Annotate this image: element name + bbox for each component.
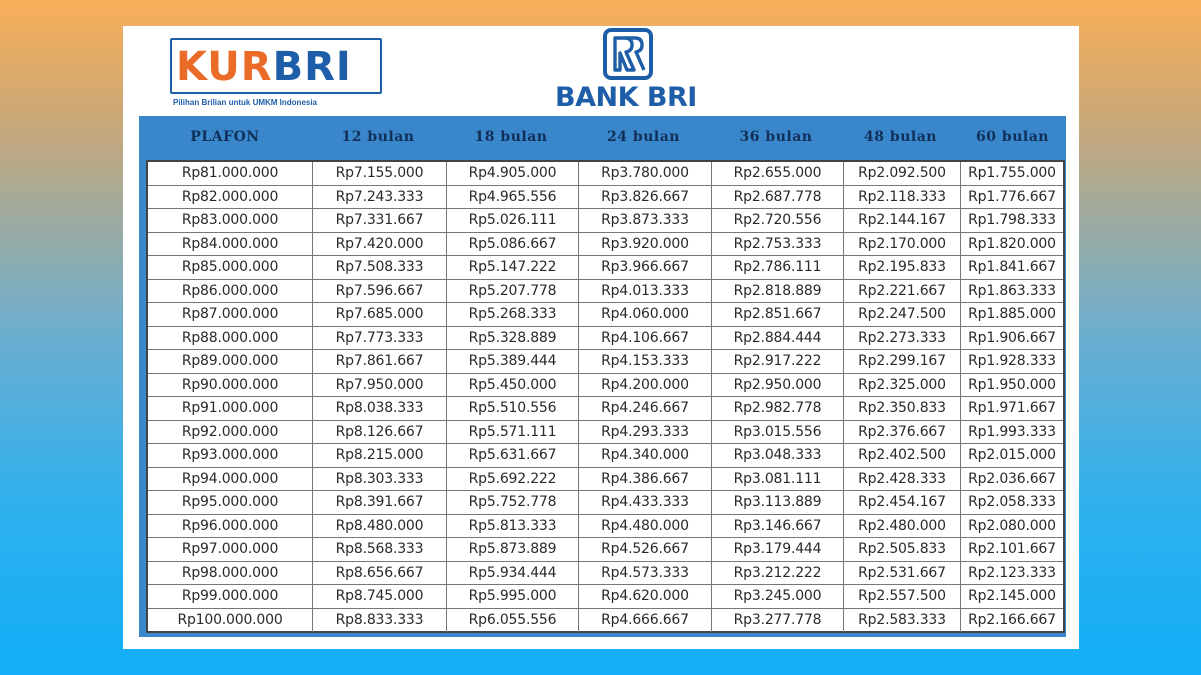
installment-cell: Rp2.166.667	[968, 612, 1056, 629]
installment-cell: Rp8.833.333	[313, 609, 447, 633]
table-row	[148, 162, 1063, 186]
installment-cell: Rp2.092.500	[844, 162, 961, 185]
plafon-cell: Rp92.000.000	[148, 421, 313, 444]
kur-logo-wordmark	[176, 46, 352, 88]
installment-cell: Rp2.036.667	[968, 470, 1056, 487]
installment-cell: Rp5.026.111	[447, 209, 579, 232]
installment-cell: Rp5.692.222	[447, 468, 579, 491]
table-row	[148, 538, 1063, 562]
kur-logo-bri: BRI	[272, 44, 352, 90]
installment-cell: Rp2.480.000	[844, 515, 961, 538]
plafon-cell: Rp96.000.000	[148, 515, 313, 538]
installment-cell: Rp2.428.333	[844, 468, 961, 491]
plafon-cell: Rp98.000.000	[148, 562, 313, 585]
table-row	[148, 280, 1063, 304]
installment-cell: Rp7.773.333	[313, 327, 447, 350]
plafon-cell: Rp97.000.000	[148, 538, 313, 561]
installment-cell: Rp4.526.667	[579, 538, 712, 561]
table-row	[148, 468, 1063, 492]
plafon-cell: Rp91.000.000	[148, 397, 313, 420]
installment-cell: Rp4.480.000	[579, 515, 712, 538]
installment-cell: Rp5.328.889	[447, 327, 579, 350]
installment-cell: Rp3.048.333	[712, 444, 844, 467]
installment-cell: Rp3.245.000	[712, 585, 844, 608]
table-row	[148, 303, 1063, 327]
installment-cell: Rp2.299.167	[844, 350, 961, 373]
plafon-cell: Rp100.000.000	[148, 609, 313, 633]
plafon-cell: Rp85.000.000	[148, 256, 313, 279]
header-24-bulan: 24 bulan	[607, 129, 680, 145]
installment-cell: Rp3.146.667	[712, 515, 844, 538]
installment-cell: Rp8.215.000	[313, 444, 447, 467]
plafon-cell: Rp86.000.000	[148, 280, 313, 303]
table-row	[148, 374, 1063, 398]
installment-cell: Rp2.058.333	[968, 494, 1056, 511]
installment-cell: Rp1.906.667	[968, 329, 1056, 346]
installment-cell: Rp2.753.333	[712, 233, 844, 256]
table-row	[148, 585, 1063, 609]
installment-cell: Rp2.505.833	[844, 538, 961, 561]
installment-cell: Rp2.118.333	[844, 186, 961, 209]
installment-cell: Rp5.086.667	[447, 233, 579, 256]
table-header-row	[139, 116, 1066, 158]
table-row	[148, 186, 1063, 210]
plafon-cell: Rp99.000.000	[148, 585, 313, 608]
installment-cell: Rp8.038.333	[313, 397, 447, 420]
installment-cell: Rp4.246.667	[579, 397, 712, 420]
header-18-bulan: 18 bulan	[474, 129, 548, 145]
plafon-cell: Rp88.000.000	[148, 327, 313, 350]
installment-cell: Rp5.571.111	[447, 421, 579, 444]
kur-logo-kur: KUR	[176, 44, 273, 90]
installment-cell: Rp2.950.000	[712, 374, 844, 397]
table-row	[148, 444, 1063, 468]
table-row	[148, 209, 1063, 233]
table-row	[148, 515, 1063, 539]
installment-cell: Rp8.568.333	[313, 538, 447, 561]
installment-cell: Rp2.818.889	[712, 280, 844, 303]
installment-cell: Rp7.243.333	[313, 186, 447, 209]
installment-cell: Rp2.015.000	[968, 447, 1056, 464]
installment-cell: Rp4.153.333	[579, 350, 712, 373]
installment-cell: Rp5.147.222	[447, 256, 579, 279]
installment-cell: Rp3.826.667	[579, 186, 712, 209]
installment-cell: Rp5.510.556	[447, 397, 579, 420]
installment-cell: Rp4.573.333	[579, 562, 712, 585]
installment-cell: Rp5.389.444	[447, 350, 579, 373]
installment-cell: Rp3.873.333	[579, 209, 712, 232]
installment-cell: Rp3.920.000	[579, 233, 712, 256]
installment-cell: Rp1.841.667	[968, 259, 1056, 276]
installment-cell: Rp1.755.000	[968, 165, 1056, 182]
installment-cell: Rp2.655.000	[712, 162, 844, 185]
plafon-cell: Rp94.000.000	[148, 468, 313, 491]
installment-cell: Rp2.221.667	[844, 280, 961, 303]
installment-cell: Rp2.583.333	[844, 609, 961, 633]
installment-cell: Rp7.596.667	[313, 280, 447, 303]
installment-cell: Rp7.155.000	[313, 162, 447, 185]
installment-cell: Rp5.813.333	[447, 515, 579, 538]
plafon-cell: Rp84.000.000	[148, 233, 313, 256]
installment-cell: Rp4.200.000	[579, 374, 712, 397]
installment-cell: Rp7.508.333	[313, 256, 447, 279]
installment-cell: Rp1.820.000	[968, 235, 1056, 252]
installment-cell: Rp4.386.667	[579, 468, 712, 491]
plafon-cell: Rp83.000.000	[148, 209, 313, 232]
plafon-cell: Rp82.000.000	[148, 186, 313, 209]
installment-cell: Rp4.905.000	[447, 162, 579, 185]
installment-cell: Rp2.273.333	[844, 327, 961, 350]
installment-cell: Rp7.331.667	[313, 209, 447, 232]
installment-cell: Rp1.950.000	[968, 376, 1056, 393]
header-plafon: PLAFON	[190, 129, 260, 145]
installment-cell: Rp3.113.889	[712, 491, 844, 514]
installment-cell: Rp3.081.111	[712, 468, 844, 491]
installment-cell: Rp1.798.333	[968, 212, 1056, 229]
installment-cell: Rp4.620.000	[579, 585, 712, 608]
table-row	[148, 421, 1063, 445]
installment-cell: Rp3.277.778	[712, 609, 844, 633]
table-row	[148, 233, 1063, 257]
installment-cell: Rp4.293.333	[579, 421, 712, 444]
installment-cell: Rp2.144.167	[844, 209, 961, 232]
installment-cell: Rp2.884.444	[712, 327, 844, 350]
header-36-bulan: 36 bulan	[739, 129, 813, 145]
plafon-cell: Rp87.000.000	[148, 303, 313, 326]
installment-cell: Rp2.454.167	[844, 491, 961, 514]
installment-cell: Rp5.631.667	[447, 444, 579, 467]
installment-cell: Rp7.685.000	[313, 303, 447, 326]
installment-cell: Rp2.982.778	[712, 397, 844, 420]
installment-cell: Rp2.917.222	[712, 350, 844, 373]
installment-cell: Rp2.145.000	[968, 588, 1056, 605]
installment-cell: Rp4.060.000	[579, 303, 712, 326]
plafon-cell: Rp81.000.000	[148, 162, 313, 185]
header-48-bulan: 48 bulan	[864, 129, 937, 145]
installment-cell: Rp1.863.333	[968, 282, 1056, 299]
installment-cell: Rp5.873.889	[447, 538, 579, 561]
installment-cell: Rp1.928.333	[968, 353, 1056, 370]
installment-cell: Rp2.720.556	[712, 209, 844, 232]
installment-cell: Rp8.303.333	[313, 468, 447, 491]
installment-cell: Rp5.450.000	[447, 374, 579, 397]
installment-cell: Rp4.433.333	[579, 491, 712, 514]
installment-cell: Rp4.106.667	[579, 327, 712, 350]
installment-cell: Rp5.207.778	[447, 280, 579, 303]
installment-cell: Rp2.557.500	[844, 585, 961, 608]
installment-cell: Rp5.752.778	[447, 491, 579, 514]
installment-cell: Rp2.531.667	[844, 562, 961, 585]
plafon-cell: Rp89.000.000	[148, 350, 313, 373]
installment-cell: Rp8.391.667	[313, 491, 447, 514]
table-body	[146, 160, 1065, 633]
bri-mark-icon	[603, 28, 653, 80]
installment-cell: Rp7.861.667	[313, 350, 447, 373]
installment-cell: Rp3.015.556	[712, 421, 844, 444]
installment-cell: Rp5.995.000	[447, 585, 579, 608]
installment-cell: Rp3.212.222	[712, 562, 844, 585]
installment-cell: Rp4.340.000	[579, 444, 712, 467]
header-12-bulan: 12 bulan	[341, 129, 415, 145]
table-row	[148, 256, 1063, 280]
installment-cell: Rp1.971.667	[968, 400, 1056, 417]
installment-cell: Rp8.745.000	[313, 585, 447, 608]
installment-cell: Rp2.080.000	[968, 517, 1056, 534]
installment-cell: Rp7.420.000	[313, 233, 447, 256]
installment-cell: Rp2.786.111	[712, 256, 844, 279]
installment-cell: Rp2.851.667	[712, 303, 844, 326]
installment-cell: Rp7.950.000	[313, 374, 447, 397]
installment-cell: Rp8.480.000	[313, 515, 447, 538]
table-row	[148, 562, 1063, 586]
installment-cell: Rp2.101.667	[968, 541, 1056, 558]
installment-cell: Rp8.126.667	[313, 421, 447, 444]
bank-bri-logo	[553, 26, 713, 116]
installment-cell: Rp2.376.667	[844, 421, 961, 444]
installment-cell: Rp6.055.556	[447, 609, 579, 633]
installment-cell: Rp2.247.500	[844, 303, 961, 326]
table-row	[148, 397, 1063, 421]
kur-bri-logo	[170, 38, 385, 108]
installment-cell: Rp1.776.667	[968, 188, 1056, 205]
table-row	[148, 327, 1063, 351]
installment-cell: Rp8.656.667	[313, 562, 447, 585]
installment-cell: Rp4.965.556	[447, 186, 579, 209]
table-row	[148, 350, 1063, 374]
installment-cell: Rp5.268.333	[447, 303, 579, 326]
plafon-cell: Rp95.000.000	[148, 491, 313, 514]
header-60-bulan: 60 bulan	[976, 129, 1049, 145]
kur-table-card	[123, 26, 1079, 649]
table-row	[148, 609, 1063, 633]
installment-cell: Rp2.123.333	[968, 564, 1056, 581]
installment-cell: Rp3.179.444	[712, 538, 844, 561]
installment-cell: Rp5.934.444	[447, 562, 579, 585]
installment-cell: Rp2.687.778	[712, 186, 844, 209]
table-row	[148, 491, 1063, 515]
installment-cell: Rp2.325.000	[844, 374, 961, 397]
bank-bri-wordmark: BANK BRI	[555, 82, 697, 113]
installment-cell: Rp1.993.333	[968, 423, 1056, 440]
installment-cell: Rp4.013.333	[579, 280, 712, 303]
installment-cell: Rp1.885.000	[968, 306, 1056, 323]
installment-table	[139, 116, 1066, 637]
installment-cell: Rp3.780.000	[579, 162, 712, 185]
plafon-cell: Rp90.000.000	[148, 374, 313, 397]
installment-cell: Rp3.966.667	[579, 256, 712, 279]
kur-logo-tagline: Pilihan Brilian untuk UMKM Indonesia	[173, 98, 318, 107]
installment-cell: Rp2.350.833	[844, 397, 961, 420]
installment-cell: Rp2.170.000	[844, 233, 961, 256]
installment-cell: Rp2.195.833	[844, 256, 961, 279]
plafon-cell: Rp93.000.000	[148, 444, 313, 467]
installment-cell: Rp4.666.667	[579, 609, 712, 633]
installment-cell: Rp2.402.500	[844, 444, 961, 467]
